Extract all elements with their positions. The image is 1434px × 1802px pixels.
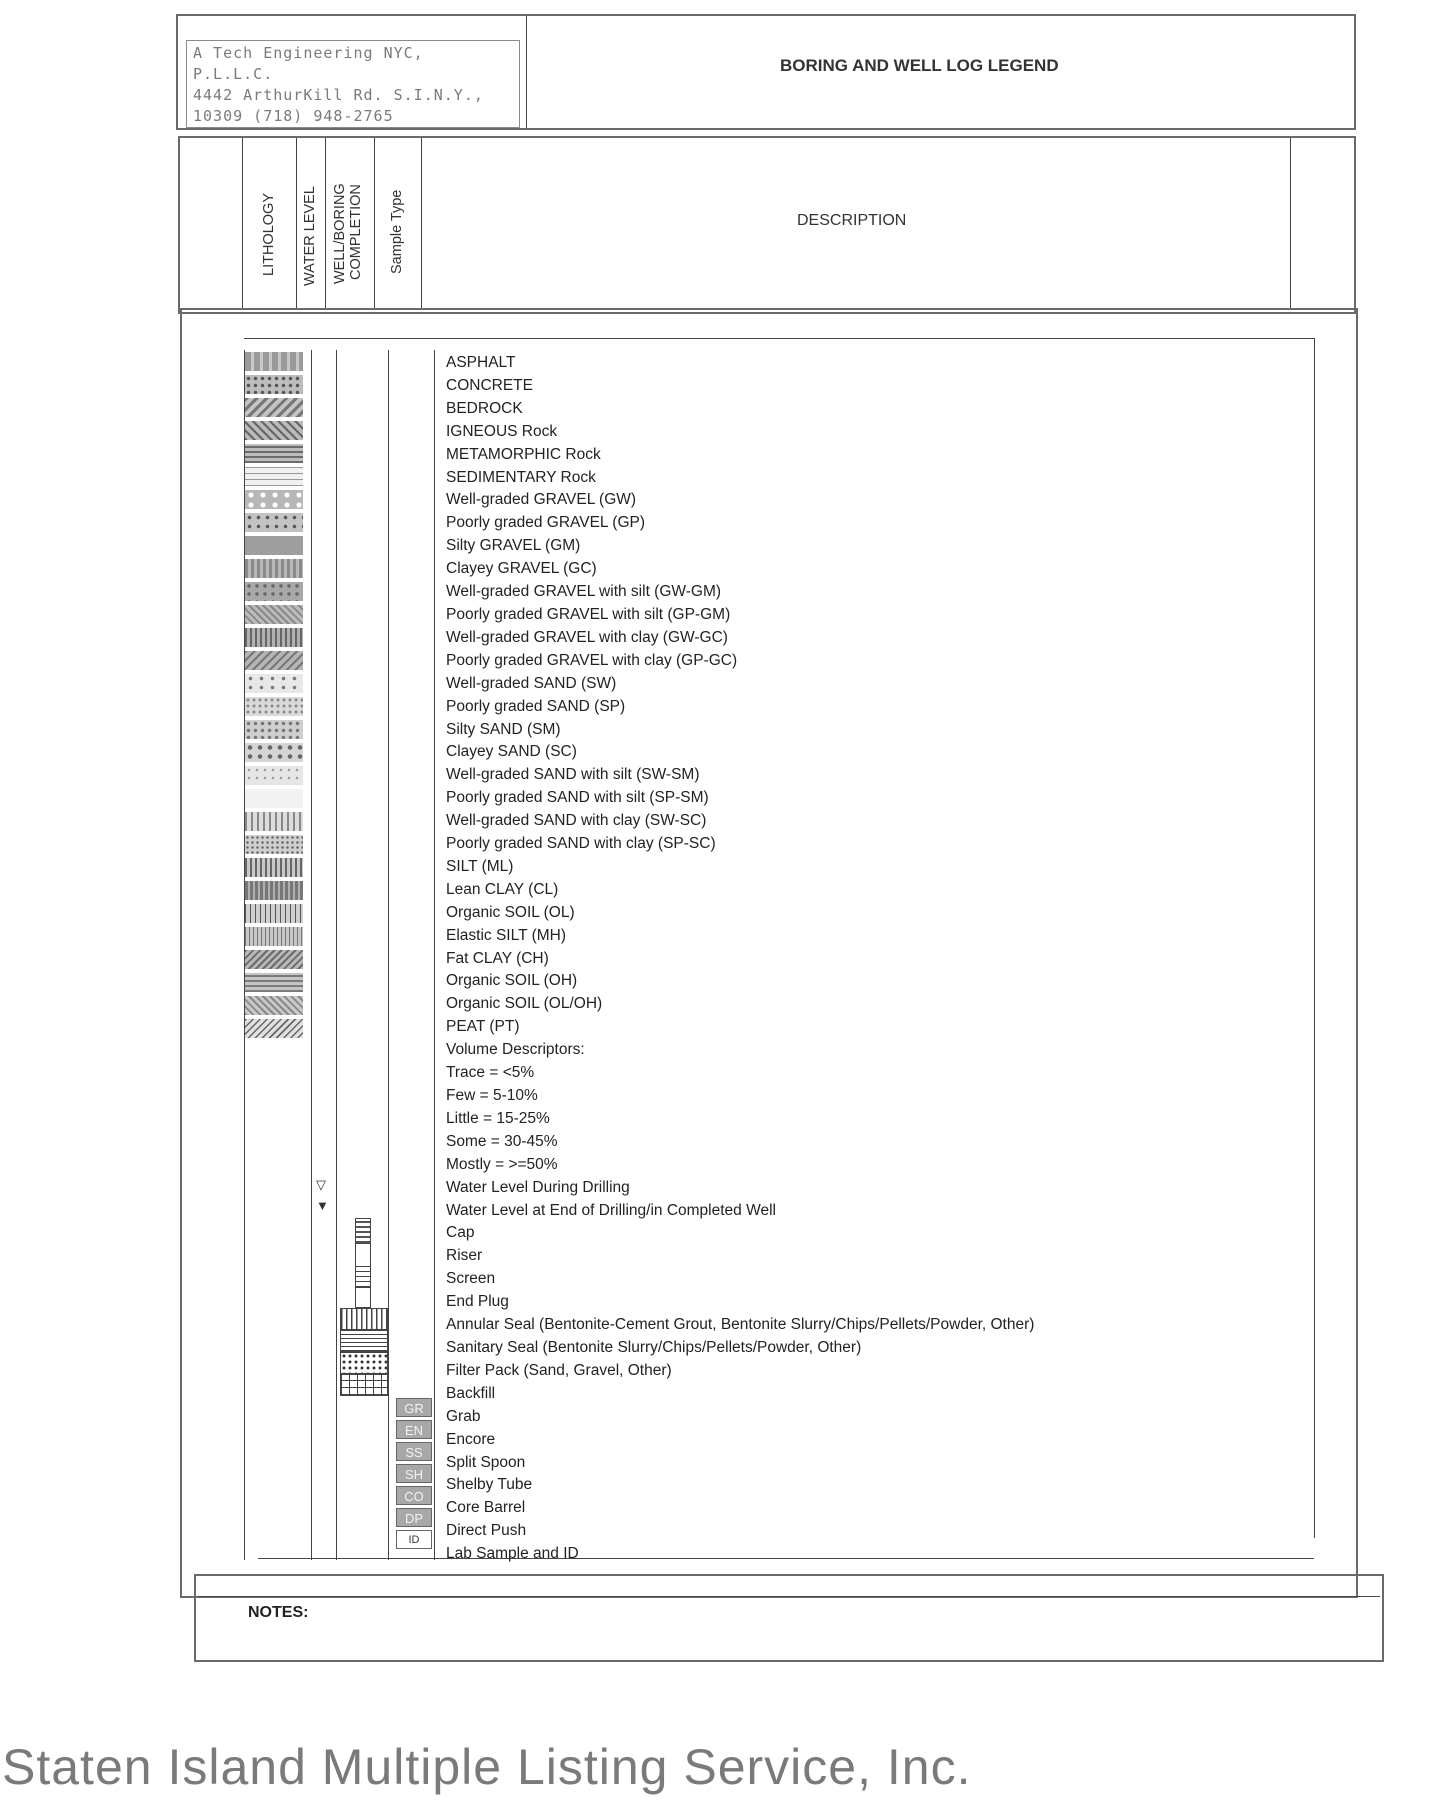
legend-item: Direct Push: [446, 1522, 527, 1540]
water-column-right: [336, 350, 337, 1560]
column-lithology: LITHOLOGY: [261, 193, 277, 276]
column-water-level: WATER LEVEL: [302, 186, 318, 286]
swatch-gp-gm: [245, 605, 303, 625]
legend-item: Filter Pack (Sand, Gravel, Other): [446, 1361, 672, 1379]
body-inner-top: [244, 338, 1314, 339]
legend-item: Silty GRAVEL (GM): [446, 537, 581, 555]
swatch-pt: [245, 1019, 303, 1039]
swatch-gm: [245, 536, 303, 556]
legend-item: Lean CLAY (CL): [446, 880, 559, 898]
legend-item: Clayey SAND (SC): [446, 743, 577, 761]
body-inner-right: [1314, 338, 1315, 1538]
swatch-gp: [245, 513, 303, 533]
header-divider-4: [374, 138, 375, 308]
swatch-mh: [245, 927, 303, 947]
swatch-metamorphic: [245, 444, 303, 464]
legend-item: Poorly graded GRAVEL (GP): [446, 514, 645, 532]
notes-label: NOTES:: [248, 1604, 309, 1621]
document-title: BORING AND WELL LOG LEGEND: [780, 56, 1059, 75]
swatch-concrete: [245, 375, 303, 395]
well-screen-symbol: [355, 1266, 371, 1288]
swatch-bedrock: [245, 398, 303, 418]
swatch-asphalt: [245, 352, 303, 372]
well-column-right: [388, 350, 389, 1560]
mls-footer: Staten Island Multiple Listing Service, Inc.: [2, 1739, 972, 1795]
backfill-symbol: [340, 1374, 388, 1396]
legend-item: Well-graded SAND with silt (SW-SM): [446, 766, 700, 784]
legend-item: Riser: [446, 1247, 483, 1265]
sample-code-core-barrel: CO: [396, 1486, 432, 1505]
legend-item: Clayey GRAVEL (GC): [446, 560, 597, 578]
legend-item: Backfill: [446, 1384, 496, 1402]
swatch-sp-sm: [245, 789, 303, 809]
sample-code-grab: GR: [396, 1398, 432, 1417]
swatch-sc: [245, 743, 303, 763]
swatch-sm: [245, 720, 303, 740]
swatch-sedimentary: [245, 467, 303, 487]
sample-code-shelby-tube: SH: [396, 1464, 432, 1483]
sample-code-direct-push: DP: [396, 1508, 432, 1527]
swatch-sw-sc: [245, 812, 303, 832]
legend-item: Well-graded GRAVEL (GW): [446, 491, 637, 509]
lithology-column-right: [311, 350, 312, 1560]
legend-item: Water Level During Drilling: [446, 1178, 630, 1196]
swatch-oh: [245, 973, 303, 993]
notes-frame: [194, 1574, 1384, 1662]
title-divider: [526, 16, 527, 128]
swatch-ch: [245, 950, 303, 970]
column-completion-2: COMPLETION: [348, 184, 364, 280]
swatch-sw-sm: [245, 766, 303, 786]
notes-rule: [198, 1596, 1380, 1597]
column-completion-1: WELL/BORING: [332, 183, 348, 284]
legend-item: Well-graded GRAVEL with silt (GW-GM): [446, 583, 722, 601]
legend-item: Volume Descriptors:: [446, 1041, 585, 1059]
legend-item: Core Barrel: [446, 1499, 526, 1517]
column-description: DESCRIPTION: [797, 212, 907, 229]
legend-item: CONCRETE: [446, 376, 533, 394]
swatch-gc: [245, 559, 303, 579]
legend-item: Screen: [446, 1270, 496, 1288]
legend-item: Silty SAND (SM): [446, 720, 561, 738]
legend-item: PEAT (PT): [446, 1018, 520, 1036]
annular-seal-symbol: [340, 1308, 388, 1330]
well-riser-symbol: [355, 1244, 371, 1266]
legend-item: Shelby Tube: [446, 1476, 533, 1494]
legend-item: ASPHALT: [446, 354, 516, 371]
legend-item: Poorly graded SAND with clay (SP-SC): [446, 835, 716, 853]
swatch-gw-gm: [245, 582, 303, 602]
well-cap-symbol: [355, 1218, 371, 1244]
company-line-2: 4442 ArthurKill Rd. S.I.N.Y.,: [193, 86, 484, 104]
legend-item: Few = 5-10%: [446, 1087, 538, 1104]
legend-item: METAMORPHIC Rock: [446, 445, 601, 463]
legend-item: SEDIMENTARY Rock: [446, 468, 596, 486]
legend-item: Fat CLAY (CH): [446, 949, 549, 967]
legend-item: Well-graded SAND with clay (SW-SC): [446, 812, 707, 830]
swatch-ol-oh: [245, 996, 303, 1016]
sample-code-split-spoon: SS: [396, 1442, 432, 1461]
swatch-cl: [245, 881, 303, 901]
header-divider-5: [421, 138, 422, 308]
legend-item: Trace = <5%: [446, 1064, 535, 1082]
swatch-gp-gc: [245, 651, 303, 671]
header-divider-6: [1290, 138, 1291, 308]
legend-item: Sanitary Seal (Bentonite Slurry/Chips/Pellets/Powder, Other): [446, 1338, 862, 1356]
legend-item: Some = 30-45%: [446, 1132, 558, 1150]
legend-item: Poorly graded GRAVEL with silt (GP-GM): [446, 605, 731, 623]
sample-column-right: [434, 350, 435, 1560]
column-sample-type: Sample Type: [389, 189, 405, 274]
legend-item: Little = 15-25%: [446, 1109, 550, 1127]
filter-pack-symbol: [340, 1352, 388, 1374]
legend-item: IGNEOUS Rock: [446, 422, 558, 440]
legend-item: Encore: [446, 1430, 496, 1448]
header-divider-1: [242, 138, 243, 308]
legend-item: SILT (ML): [446, 857, 514, 875]
swatch-ml: [245, 858, 303, 878]
swatch-sw: [245, 674, 303, 694]
company-stamp: [186, 40, 520, 128]
header-divider-2: [296, 138, 297, 308]
legend-item: Organic SOIL (OL): [446, 903, 575, 921]
sample-code-lab-id: ID: [396, 1530, 432, 1549]
water-level-during-drilling-icon: ▽: [316, 1177, 326, 1192]
water-level-end-of-drilling-icon: ▼: [316, 1198, 329, 1213]
swatch-sp: [245, 697, 303, 717]
legend-item: Cap: [446, 1224, 475, 1242]
legend-descriptions: [446, 352, 1034, 1566]
legend-item: Well-graded GRAVEL with clay (GW-GC): [446, 628, 728, 646]
legend-item: Annular Seal (Bentonite-Cement Grout, Bentonite Slurry/Chips/Pellets/Powder, Other): [446, 1316, 1035, 1334]
legend-item: Poorly graded SAND with silt (SP-SM): [446, 789, 709, 807]
company-line-1: A Tech Engineering NYC, P.L.L.C.: [193, 44, 424, 83]
legend-item: Well-graded SAND (SW): [446, 674, 617, 692]
header-divider-3: [325, 138, 326, 308]
legend-item: Organic SOIL (OL/OH): [446, 995, 603, 1013]
legend-item: Organic SOIL (OH): [446, 972, 578, 990]
legend-item: Lab Sample and ID: [446, 1545, 579, 1563]
swatch-igneous: [245, 421, 303, 441]
legend-item: Split Spoon: [446, 1453, 526, 1471]
company-line-3: 10309 (718) 948-2765: [193, 107, 394, 125]
swatch-ol: [245, 904, 303, 924]
swatch-gw: [245, 490, 303, 510]
legend-item: Poorly graded GRAVEL with clay (GP-GC): [446, 651, 738, 669]
legend-item: Poorly graded SAND (SP): [446, 697, 626, 715]
well-end-plug-symbol: [355, 1288, 371, 1308]
legend-item: End Plug: [446, 1293, 509, 1311]
legend-item: Water Level at End of Drilling/in Completed Well: [446, 1201, 776, 1219]
legend-item: Elastic SILT (MH): [446, 926, 566, 944]
swatch-gw-gc: [245, 628, 303, 648]
legend-item: Mostly = >=50%: [446, 1155, 558, 1173]
sample-code-encore: EN: [396, 1420, 432, 1439]
legend-item: BEDROCK: [446, 399, 523, 417]
legend-item: Grab: [446, 1407, 481, 1425]
sanitary-seal-symbol: [340, 1330, 388, 1352]
swatch-sp-sc: [245, 835, 303, 855]
